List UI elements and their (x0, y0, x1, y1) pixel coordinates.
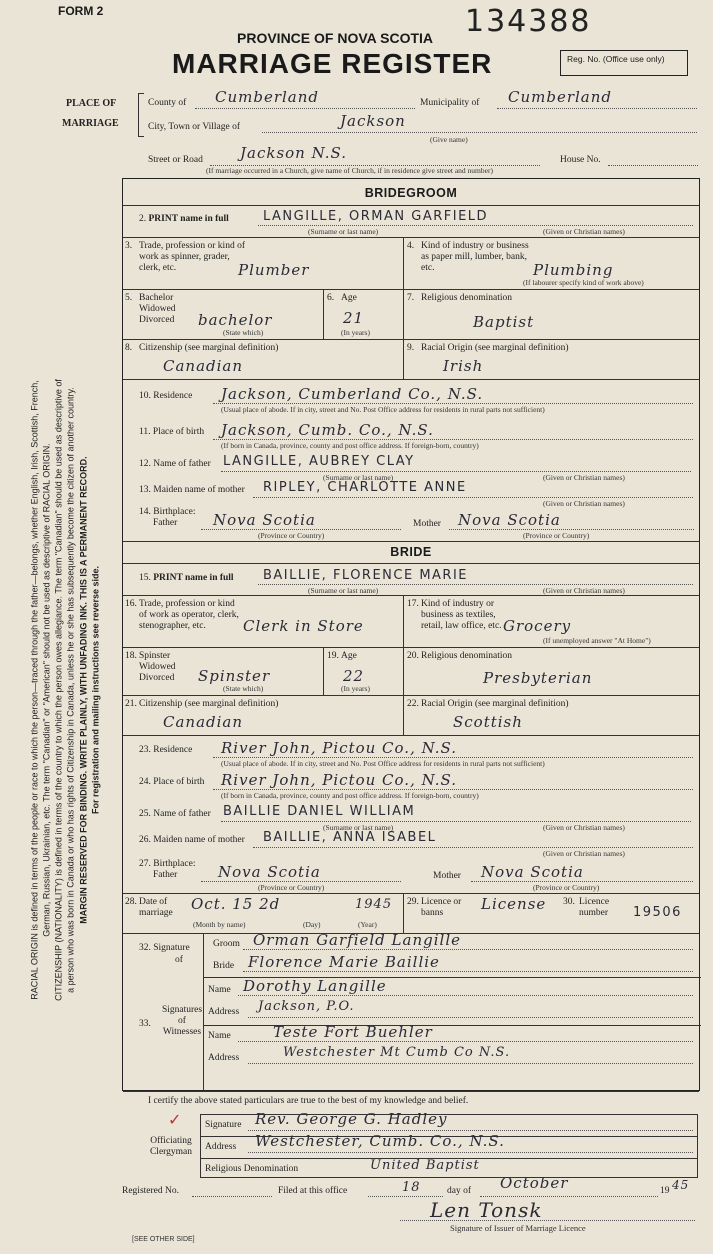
bride-given-note: (Given or Christian names) (543, 586, 625, 595)
groom-status-label: Bachelor Widowed Divorced (139, 293, 176, 325)
bride-status[interactable]: Spinster (198, 667, 271, 685)
bride-birth[interactable]: River John, Pictou Co., N.S. (221, 771, 458, 789)
issuer-label: Signature of Issuer of Marriage Licence (450, 1223, 586, 1233)
bride-state-note: (State which) (223, 684, 264, 693)
bride-industry-note: (If unemployed answer "At Home") (543, 636, 651, 645)
bride-father-prov-note: (Province or Country) (258, 883, 325, 892)
groom-birth-note: (If born in Canada, province, county and post office address. If foreign-born, country) (221, 441, 479, 450)
witness2-name[interactable]: Teste Fort Buehler (273, 1023, 433, 1041)
bride-racial[interactable]: Scottish (453, 713, 523, 731)
bride-father-label: Name of father (153, 809, 211, 819)
groom-status[interactable]: bachelor (198, 311, 273, 329)
groom-years-note: (In years) (341, 328, 370, 337)
groom-father[interactable]: LANGILLE, AUBREY CLAY (223, 454, 415, 469)
field-3-number: 3. (125, 241, 133, 251)
issuer-signature[interactable]: Len Tonsk (430, 1198, 543, 1222)
municipality-label: Municipality of (420, 98, 480, 108)
groom-mother-bp-label: Mother (413, 519, 441, 529)
witness-label-1: Signatures (161, 1005, 203, 1015)
witness1-address[interactable]: Jackson, P.O. (258, 999, 355, 1014)
field-15-number: 15. (139, 573, 151, 583)
bride-industry-label: Kind of industry or business as textiles, retail, law office, etc. (421, 599, 502, 631)
bride-father[interactable]: BAILLIE DANIEL WILLIAM (223, 804, 416, 819)
filed-year-prefix: 19 (660, 1186, 670, 1196)
bride-mother-label: Maiden name of mother (153, 835, 245, 845)
witness-label-3: Witnesses (162, 1026, 202, 1037)
groom-citizenship[interactable]: Canadian (163, 357, 244, 375)
field-6-number: 6. (327, 293, 335, 303)
groom-print-label: PRINT name in full (148, 214, 229, 224)
bride-mother-birthplace[interactable]: Nova Scotia (481, 863, 584, 881)
clergyman-label: Clergyman (149, 1146, 193, 1157)
groom-father-prov-note: (Province or Country) (258, 531, 325, 540)
groom-given-note: (Given or Christian names) (543, 227, 625, 236)
clergy-address-label: Address (205, 1142, 237, 1152)
groom-mother-label: Maiden name of mother (153, 485, 245, 495)
licence-type[interactable]: License (481, 895, 547, 913)
groom-mother-given-note: (Given or Christian names) (543, 499, 625, 508)
bride-mother-given-note: (Given or Christian names) (543, 849, 625, 858)
bride-father-surname-note: (Surname or last name) (323, 823, 394, 832)
field-4-number: 4. (407, 241, 415, 251)
bride-trade-label: Trade, profession or kind of work as operator, clerk, stenographer, etc. (139, 599, 239, 631)
field-19-number: 19. (327, 651, 339, 661)
groom-religion-label: Religious denomination (421, 293, 513, 303)
bride-residence[interactable]: River John, Pictou Co., N.S. (221, 739, 458, 757)
groom-father-surname-note: (Surname or last name) (323, 473, 394, 482)
marriage-year[interactable]: 1945 (355, 897, 393, 912)
field-20-number: 20. (407, 651, 419, 661)
field-25-number: 25. (139, 809, 151, 819)
bride-birthplace-label: Birthplace: (153, 859, 196, 869)
page-title: MARRIAGE REGISTER (172, 48, 493, 79)
city-value[interactable]: Jackson (340, 112, 406, 130)
day-of-label: day of (447, 1186, 472, 1196)
bride-religion-label: Religious denomination (421, 651, 513, 661)
field-9-number: 9. (407, 343, 415, 353)
licence-no-label: Licence number (579, 897, 610, 918)
witness-label-2: of (178, 1015, 186, 1026)
groom-mother[interactable]: RIPLEY, CHARLOTTE ANNE (263, 480, 467, 495)
groom-father-label: Name of father (153, 459, 211, 469)
licence-label: Licence or banns (421, 897, 462, 918)
reg-no-box[interactable] (560, 50, 688, 76)
filed-year[interactable]: 45 (672, 1178, 690, 1192)
bride-citizenship-label: Citizenship (see marginal definition) (139, 699, 279, 709)
racial-origin-definition: RACIAL ORIGIN is defined in terms of the people or race to which the person—traced through the father—belongs, whether English, Irish, Scottish, French, (29, 380, 40, 1000)
groom-signature[interactable]: Orman Garfield Langille (253, 931, 461, 949)
bride-signature[interactable]: Florence Marie Baillie (248, 953, 440, 971)
groom-mother-prov-note: (Province or Country) (523, 531, 590, 540)
groom-birth[interactable]: Jackson, Cumb. Co., N.S. (221, 421, 434, 439)
w1-name-label: Name (208, 985, 231, 995)
field-23-number: 23. (139, 745, 151, 755)
bride-mother[interactable]: BAILLIE, ANNA ISABEL (263, 830, 437, 845)
field-10-number: 10. (139, 391, 151, 401)
clergy-address[interactable]: Westchester, Cumb. Co., N.S. (255, 1132, 505, 1150)
bride-father-bp-label: Father (153, 869, 178, 880)
check-mark-icon: ✓ (168, 1110, 182, 1129)
serial-number: 134388 (465, 4, 592, 39)
registered-no-label: Registered No. (122, 1186, 179, 1196)
field-26-number: 26. (139, 835, 151, 845)
groom-mother-birthplace[interactable]: Nova Scotia (458, 511, 561, 529)
groom-residence-label: Residence (153, 391, 193, 401)
groom-age[interactable]: 21 (343, 309, 365, 327)
see-other-side: [SEE OTHER SIDE] (132, 1236, 195, 1243)
groom-father-birthplace[interactable]: Nova Scotia (213, 511, 316, 529)
clergy-signature[interactable]: Rev. George G. Hadley (255, 1110, 448, 1128)
year-note: (Year) (358, 920, 377, 929)
groom-name[interactable]: LANGILLE, ORMAN GARFIELD (263, 209, 489, 224)
groom-trade[interactable]: Plumber (238, 261, 310, 279)
field-14-number: 14. (139, 507, 151, 517)
bride-mother-prov-note: (Province or Country) (533, 883, 600, 892)
groom-industry-note: (If labourer specify kind of work above) (523, 278, 644, 287)
field-21-number: 21. (125, 699, 137, 709)
bride-status-label: Spinster Widowed Divorced (139, 651, 176, 683)
field-24-number: 24. (139, 777, 151, 787)
clergy-denom-label: Religious Denomination (205, 1164, 299, 1174)
bride-years-note: (In years) (341, 684, 370, 693)
groom-father-given-note: (Given or Christian names) (543, 473, 625, 482)
province-heading: PROVINCE OF NOVA SCOTIA (237, 30, 434, 46)
bride-birth-label: Place of birth (153, 777, 205, 787)
field-7-number: 7. (407, 293, 415, 303)
field-12-number: 12. (139, 459, 151, 469)
racial-origin-definition-2: German, Russian, Ukrainian, etc. The term "Canadian" or "American" should not be used as descriptive of RACIAL ORIGIN. (41, 443, 52, 937)
groom-industry[interactable]: Plumbing (533, 261, 614, 279)
field-5-number: 5. (125, 293, 133, 303)
field-30-number: 30. (563, 897, 575, 907)
groom-state-note: (State which) (223, 328, 264, 337)
field-27-number: 27. (139, 859, 151, 869)
groom-age-label: Age (341, 293, 357, 303)
bride-mother-bp-label: Mother (433, 871, 461, 881)
signature-label: Signature (153, 943, 190, 953)
w2-name-label: Name (208, 1031, 231, 1041)
field-16-number: 16. (125, 599, 137, 609)
field-18-number: 18. (125, 651, 137, 661)
groom-residence[interactable]: Jackson, Cumberland Co., N.S. (221, 385, 484, 403)
citizenship-definition-2: a person who was born in Canada or who has rights of Citizenship in Canada, unless he or she has subsequently become the citizen of another country. (66, 387, 76, 993)
give-name-note: (Give name) (430, 135, 468, 144)
groom-citizenship-label: Citizenship (see marginal definition) (139, 343, 279, 353)
reg-no-label: Reg. No. (Office use only) (567, 54, 665, 64)
filed-label: Filed at this office (278, 1186, 348, 1196)
bride-racial-label: Racial Origin (see marginal definition) (421, 699, 569, 709)
field-13-number: 13. (139, 485, 151, 495)
field-33-number: 33. (139, 1019, 151, 1029)
signature-of-label: of (175, 955, 183, 965)
officiating-label: Officiating (150, 1136, 192, 1146)
margin-notes (10, 160, 120, 1220)
bride-age-label: Age (341, 651, 357, 661)
bride-religion[interactable]: Presbyterian (483, 669, 593, 687)
city-label: City, Town or Village of (148, 122, 240, 132)
w2-address-label: Address (208, 1053, 240, 1063)
bride-residence-label: Residence (153, 745, 193, 755)
citizenship-definition: CITIZENSHIP (NATIONALITY) is defined in terms of the country to which the person owes allegiance. The term "Canadian" should be used as descriptive of (53, 379, 64, 1001)
groom-residence-note: (Usual place of abode. If in city, street and No. Post Office address for residents in rural parts not sufficient) (221, 405, 545, 414)
marriage-date[interactable]: Oct. 15 2d (191, 895, 281, 913)
groom-trade-label: Trade, profession or kind of work as spinner, grader, clerk, etc. (139, 241, 245, 273)
field-2-number: 2. (139, 214, 147, 224)
groom-religion[interactable]: Baptist (473, 313, 535, 331)
bride-trade[interactable]: Clerk in Store (243, 617, 364, 635)
field-28-number: 28. (125, 897, 137, 907)
bridegroom-heading: BRIDEGROOM (364, 186, 458, 200)
filed-day[interactable]: 18 (402, 1180, 421, 1195)
place-label-2: MARRIAGE (62, 118, 119, 129)
form-number: FORM 2 (58, 4, 104, 18)
month-note: (Month by name) (193, 920, 246, 929)
place-label-1: PLACE OF (66, 98, 117, 109)
bride-surname-note: (Surname or last name) (308, 586, 379, 595)
groom-racial-label: Racial Origin (see marginal definition) (421, 343, 569, 353)
street-value[interactable]: Jackson N.S. (240, 144, 348, 162)
field-29-number: 29. (407, 897, 419, 907)
bride-residence-note: (Usual place of abode. If in city, street and No. Post Office address for residents in rural parts not sufficient) (221, 759, 545, 768)
instructions-note: For registration and mailing instructions see reverse side. (90, 565, 101, 815)
field-22-number: 22. (407, 699, 419, 709)
binding-margin-note: MARGIN RESERVED FOR BINDING. WRITE PLAINLY, WITH UNFADING INK. THIS IS A PERMANENT RECORD. (78, 456, 89, 924)
clergy-signature-label: Signature (205, 1120, 242, 1130)
field-8-number: 8. (125, 343, 133, 353)
field-32-number: 32. (139, 943, 151, 953)
street-note: (If marriage occurred in a Church, give name of Church, if in residence give street and number) (206, 166, 493, 175)
register-form (122, 178, 700, 1091)
groom-industry-label: Kind of industry or business as paper mill, lumber, bank, etc. (421, 241, 529, 273)
groom-surname-note: (Surname or last name) (308, 227, 379, 236)
bride-father-birthplace[interactable]: Nova Scotia (218, 863, 321, 881)
groom-birthplace-label: Birthplace: (153, 507, 196, 517)
filed-month[interactable]: October (500, 1174, 569, 1192)
licence-number[interactable]: 19506 (633, 905, 682, 920)
groom-racial[interactable]: Irish (443, 357, 484, 375)
county-value[interactable]: Cumberland (215, 88, 320, 106)
bride-age[interactable]: 22 (343, 667, 365, 685)
w1-address-label: Address (208, 1007, 240, 1017)
date-label: Date of marriage (139, 897, 173, 918)
witness2-address[interactable]: Westchester Mt Cumb Co N.S. (283, 1045, 511, 1060)
house-label: House No. (560, 155, 601, 165)
groom-birth-label: Place of birth (152, 427, 205, 437)
street-label: Street or Road (148, 155, 203, 165)
county-label: County of (148, 98, 187, 108)
place-bracket (138, 93, 144, 137)
witness1-name[interactable]: Dorothy Langille (243, 977, 387, 995)
bride-citizenship[interactable]: Canadian (163, 713, 244, 731)
field-11-number: 11. (139, 427, 151, 437)
day-note: (Day) (303, 920, 321, 929)
municipality-value[interactable]: Cumberland (508, 88, 613, 106)
certify-statement: I certify the above stated particulars are true to the best of my knowledge and belief. (148, 1096, 469, 1106)
groom-sig-label: Groom (213, 939, 240, 949)
bride-sig-label: Bride (213, 961, 235, 971)
bride-heading: BRIDE (390, 545, 432, 559)
bride-father-given-note: (Given or Christian names) (543, 823, 625, 832)
bride-name[interactable]: BAILLIE, FLORENCE MARIE (263, 568, 469, 583)
bride-print-label: PRINT name in full (153, 573, 234, 583)
groom-father-bp-label: Father (153, 517, 178, 528)
bride-birth-note: (If born in Canada, province, county and post office address. If foreign-born, country) (221, 791, 479, 800)
clergy-denomination[interactable]: United Baptist (370, 1158, 480, 1173)
field-17-number: 17. (407, 599, 419, 609)
bride-industry[interactable]: Grocery (503, 617, 572, 635)
